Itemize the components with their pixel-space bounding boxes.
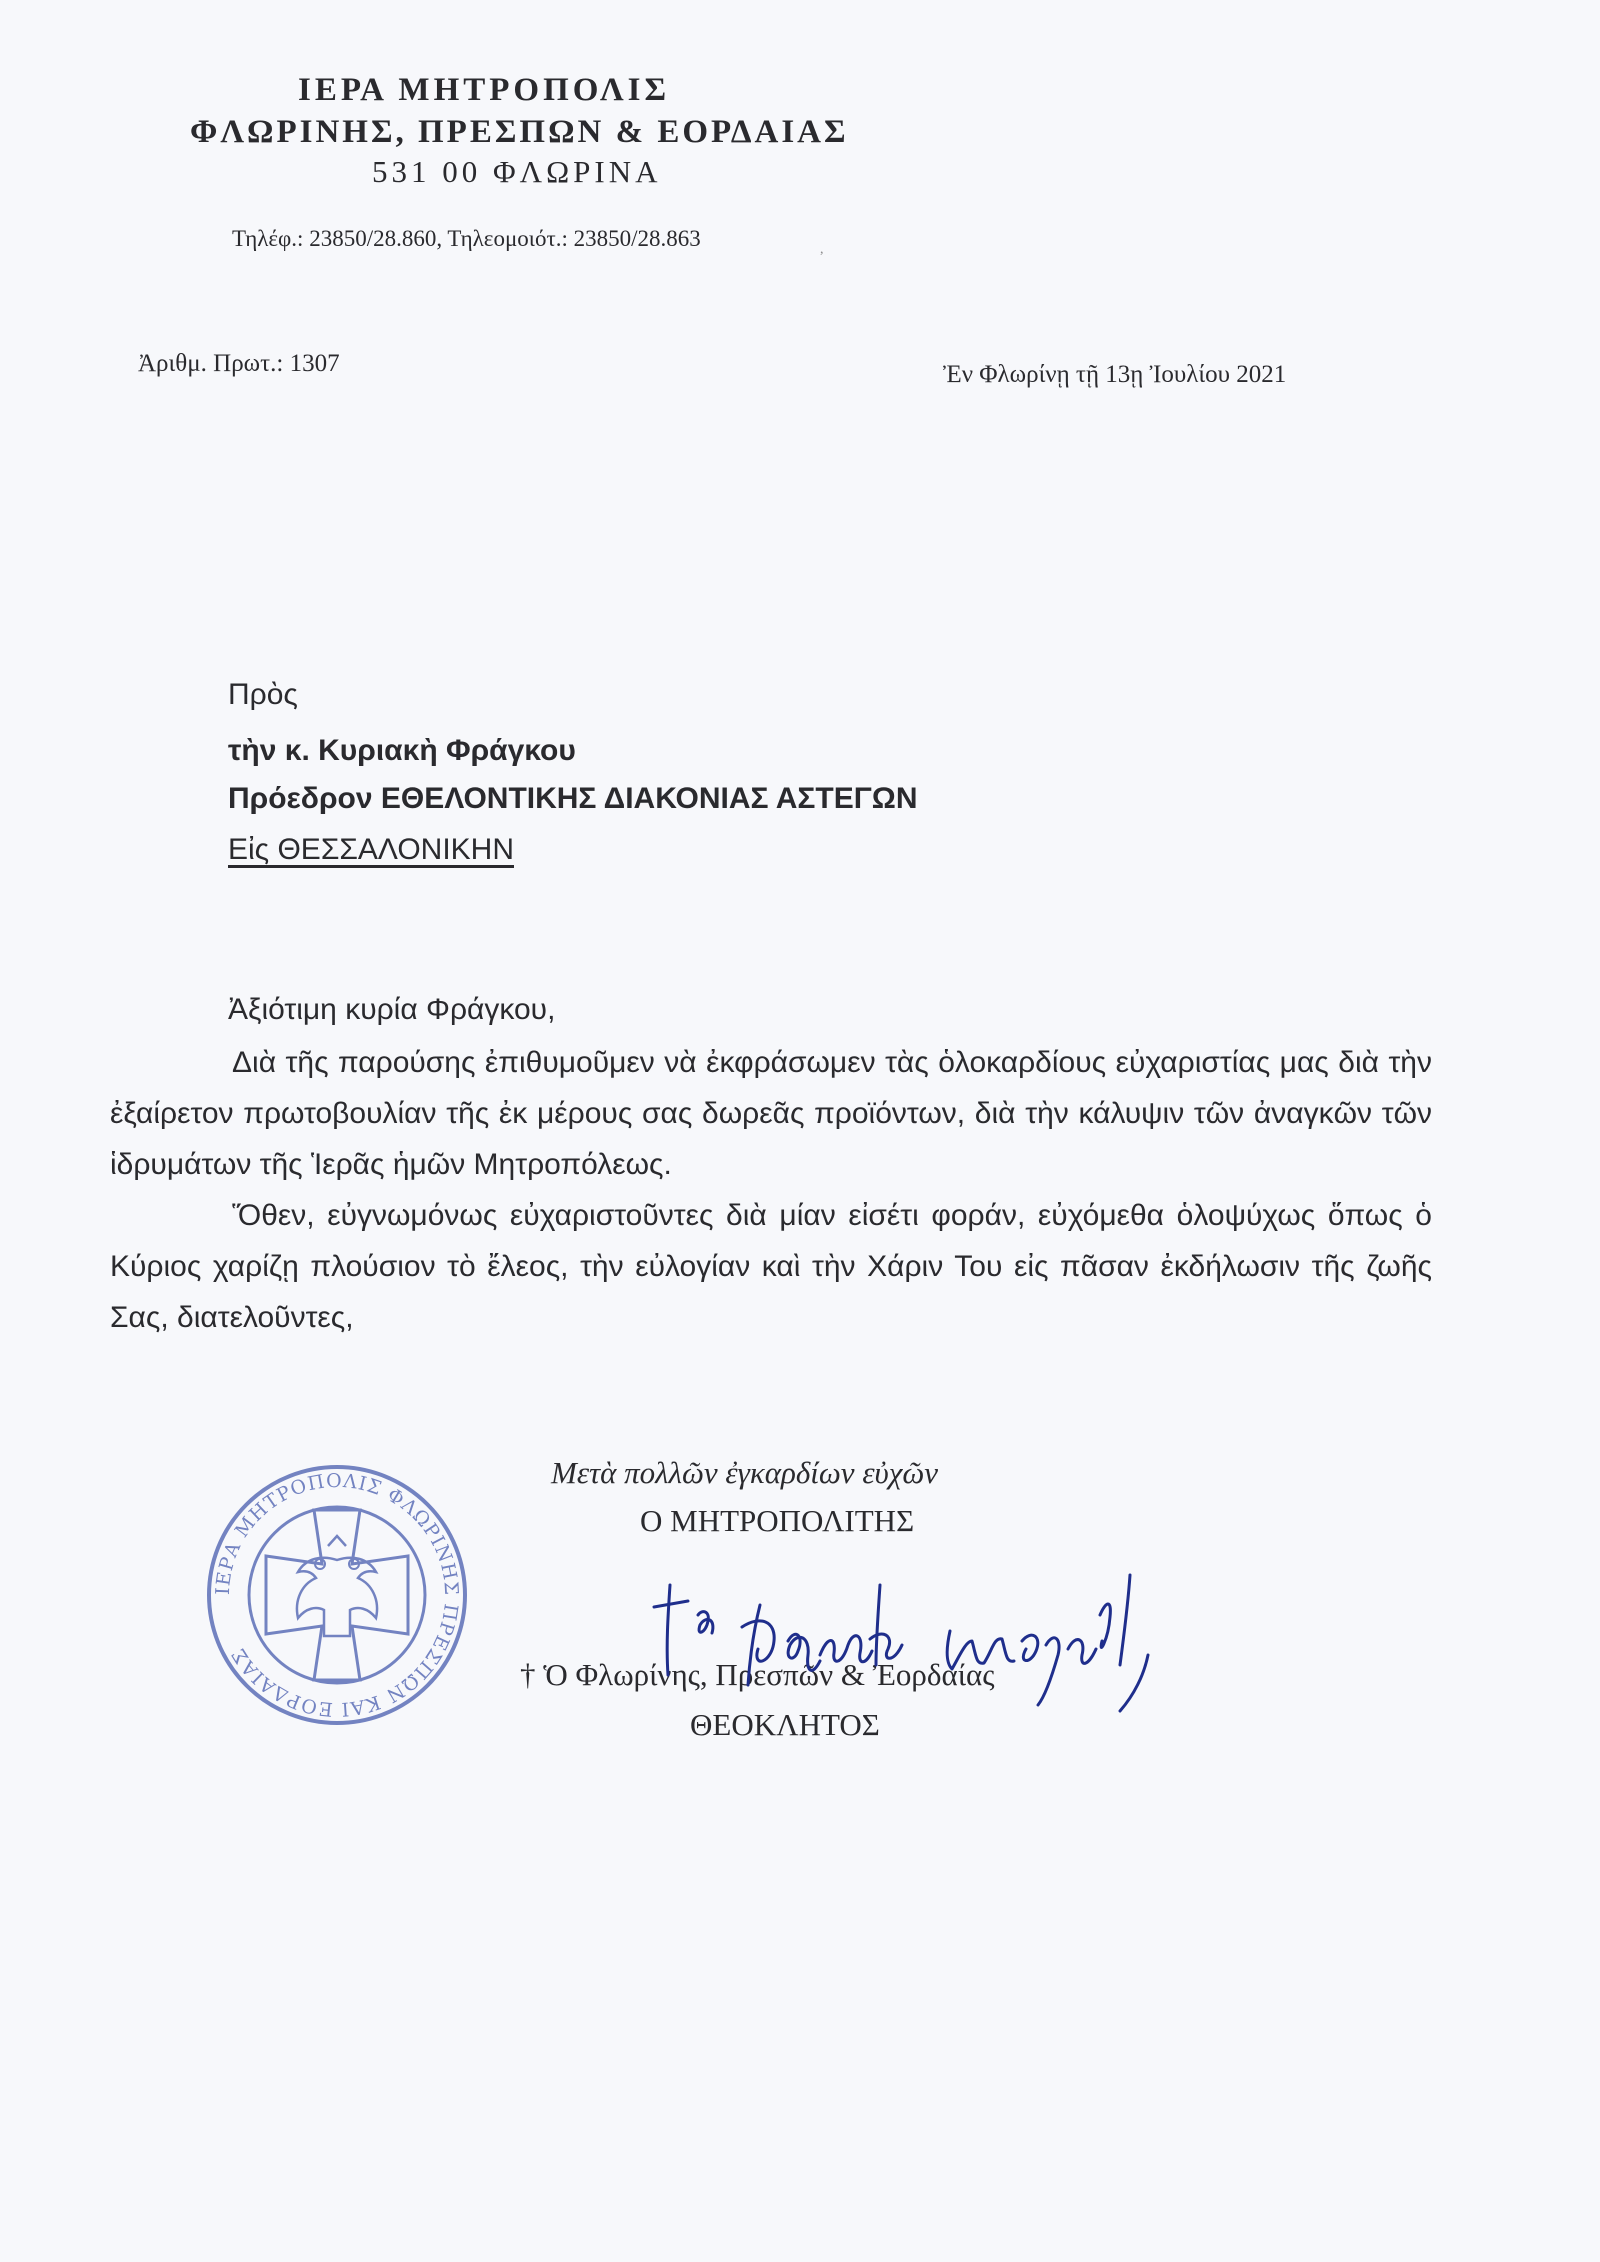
recipient-name: τὴν κ. Κυριακὴ Φράγκου [228, 734, 576, 767]
header-address: 531 00 ΦΛΩΡΙΝΑ [372, 154, 662, 189]
header-contact: Τηλέφ.: 23850/28.860, Τηλεομοιότ.: 23850/28.863 [232, 226, 701, 251]
recipient-to: Πρὸς [228, 678, 298, 711]
letter-date: Ἐν Φλωρίνῃ τῇ 13ῃ Ἰουλίου 2021 [943, 361, 1287, 388]
salutation: Ἀξιότιμη κυρία Φράγκου, [228, 993, 556, 1026]
closing-wishes: Μετὰ πολλῶν ἐγκαρδίων εὐχῶν [551, 1455, 939, 1490]
scan-speck: , [820, 242, 824, 257]
closing-see: † Ὁ Φλωρίνης, Πρεσπῶν & Ἐορδαίας [520, 1657, 995, 1692]
recipient-city: Εἰς ΘΕΣΣΑΛΟΝΙΚΗΝ [228, 833, 514, 866]
header-subtitle: ΦΛΩΡΙΝΗΣ, ΠΡΕΣΠΩΝ & ΕΟΡΔΑΙΑΣ [190, 114, 849, 150]
seal-inscription: ΙΕΡΑ ΜΗΤΡΟΠΟΛΙΣ ΦΛΩΡΙΝΗΣ ΠΡΕΣΠΩΝ ΚΑΙ ΕΟΡΔΑΙΑΣ [211, 1469, 463, 1721]
recipient-title: Πρόεδρον ΕΘΕΛΟΝΤΙΚΗΣ ΔΙΑΚΟΝΙΑΣ ΑΣΤΕΓΩΝ [228, 782, 918, 815]
protocol-number: Ἀριθμ. Πρωτ.: 1307 [138, 350, 340, 377]
seal-stamp [202, 1460, 472, 1730]
body-paragraph-1: Διὰ τῆς παρούσης ἐπιθυμοῦμεν νὰ ἐκφράσωμεν τὰς ὁλοκαρδίους εὐχαριστίας μας διὰ τὴν ἐξαίρετον πρωτοβουλίαν τῆς ἐκ μέρους σας δωρεᾶς προϊόντων, διὰ τὴν κάλυψιν τῶν ἀναγκῶν τῶν ἱδρυμάτων τῆς Ἱερᾶς ἡμῶν Μητροπόλεως. [110, 1046, 1432, 1181]
body-paragraph-2: Ὅθεν, εὐγνωμόνως εὐχαριστοῦντες διὰ μίαν εἰσέτι φοράν, εὐχόμεθα ὁλοψύχως ὅπως ὁ Κύριος χαρίζῃ πλούσιον τὸ ἔλεος, τὴν εὐλογίαν καὶ τὴν Χάριν Του εἰς πᾶσαν ἐκδήλωσιν τῆς ζωῆς Σας, διατελοῦντες, [110, 1199, 1432, 1334]
header-title: ΙΕΡΑ ΜΗΤΡΟΠΟΛΙΣ [298, 72, 671, 108]
closing-role: Ο ΜΗΤΡΟΠΟΛΙΤΗΣ [640, 1503, 915, 1538]
closing-name: ΘΕΟΚΛΗΤΟΣ [690, 1707, 880, 1742]
signature [650, 1545, 1170, 1715]
